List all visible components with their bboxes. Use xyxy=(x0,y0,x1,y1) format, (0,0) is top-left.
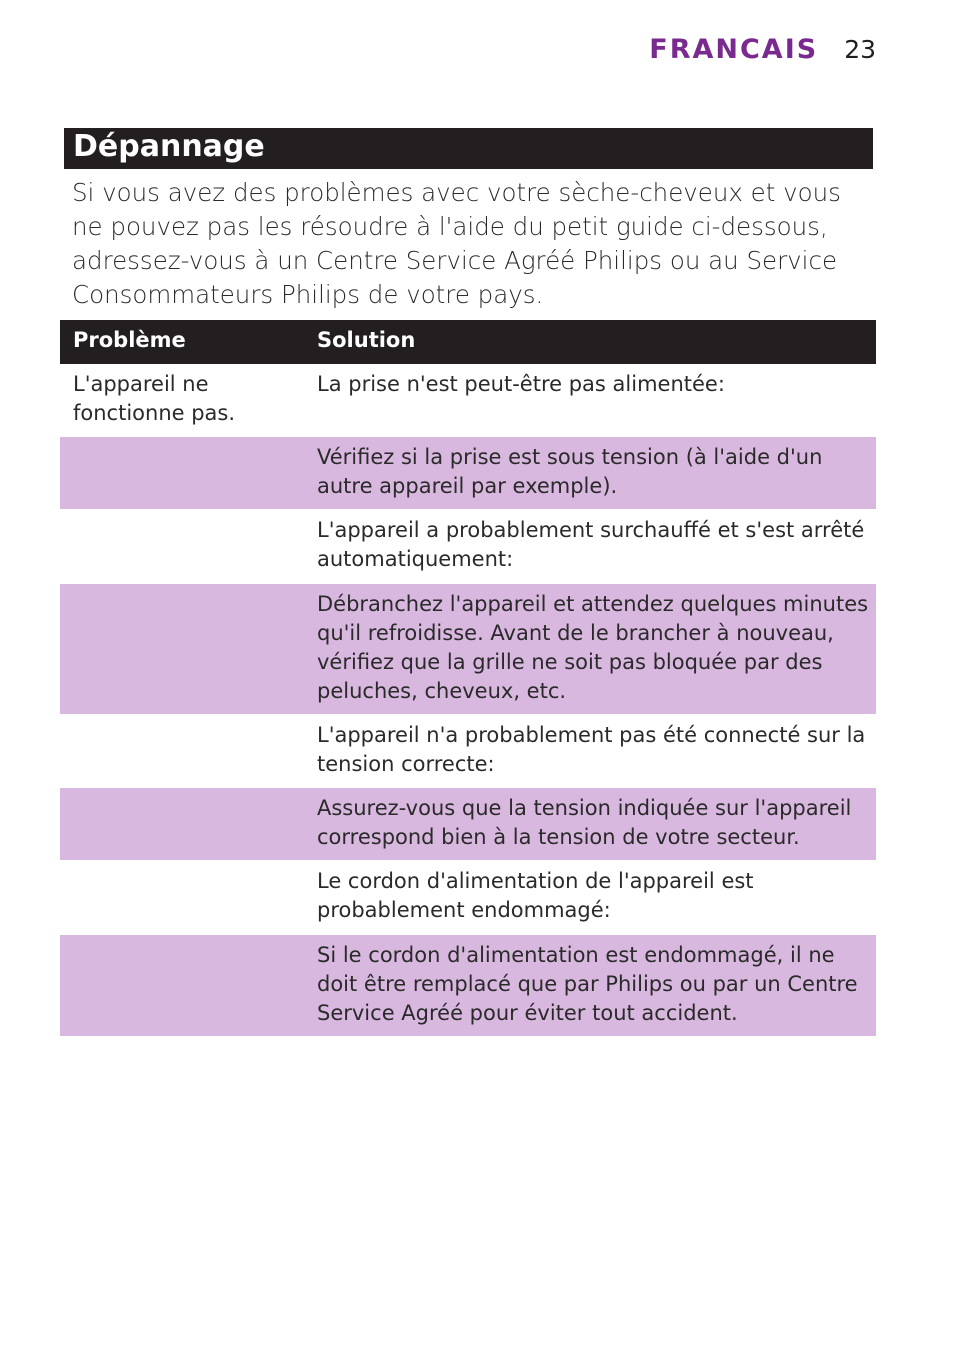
table-row xyxy=(60,584,876,715)
column-header-solution: Solution xyxy=(317,328,416,352)
table-row xyxy=(60,715,876,788)
page-number: 23 xyxy=(844,35,876,64)
problem-cell: L'appareil ne fonctionne pas. xyxy=(73,372,236,425)
table-header xyxy=(60,320,876,364)
table-row xyxy=(60,437,876,510)
solution-cell: L'appareil a probablement surchauffé et s'est arrêté automatiquement: xyxy=(317,518,865,571)
solution-cell: La prise n'est peut-être pas alimentée: xyxy=(317,372,725,396)
solution-cell: Assurez-vous que la tension indiquée sur l'appareil correspond bien à la tension de votre secteur. xyxy=(317,796,852,849)
troubleshooting-table xyxy=(60,320,876,1037)
language-label: FRANCAIS xyxy=(649,34,819,65)
solution-cell: Le cordon d'alimentation de l'appareil est probablement endommagé: xyxy=(317,869,754,922)
table-row xyxy=(60,364,876,437)
intro-paragraph: Si vous avez des problèmes avec votre sèche-cheveux et vous ne pouvez pas les résoudre à l'aide du petit guide ci-dessous, adressez-vous à un Centre Service Agréé Philips ou au Service Consommateurs Philips de votre pays. xyxy=(72,178,841,309)
solution-cell: Si le cordon d'alimentation est endommagé, il ne doit être remplacé que par Philips ou par un Centre Service Agréé pour éviter tout accident. xyxy=(317,943,858,1025)
column-header-problem: Problème xyxy=(73,328,186,352)
solution-cell: Débranchez l'appareil et attendez quelques minutes qu'il refroidisse. Avant de le brancher à nouveau, vérifiez que la grille ne soit pas bloquée par des peluches, cheveux, etc. xyxy=(317,592,869,703)
section-title: Dépannage xyxy=(73,129,265,164)
solution-cell: L'appareil n'a probablement pas été connecté sur la tension correcte: xyxy=(317,723,866,776)
table-row xyxy=(60,935,876,1037)
table-row xyxy=(60,788,876,861)
solution-cell: Vérifiez si la prise est sous tension (à l'aide d'un autre appareil par exemple). xyxy=(317,445,823,498)
page-header xyxy=(649,34,876,65)
table-row xyxy=(60,861,876,935)
table-row xyxy=(60,510,876,584)
section-title-bar xyxy=(64,128,873,169)
